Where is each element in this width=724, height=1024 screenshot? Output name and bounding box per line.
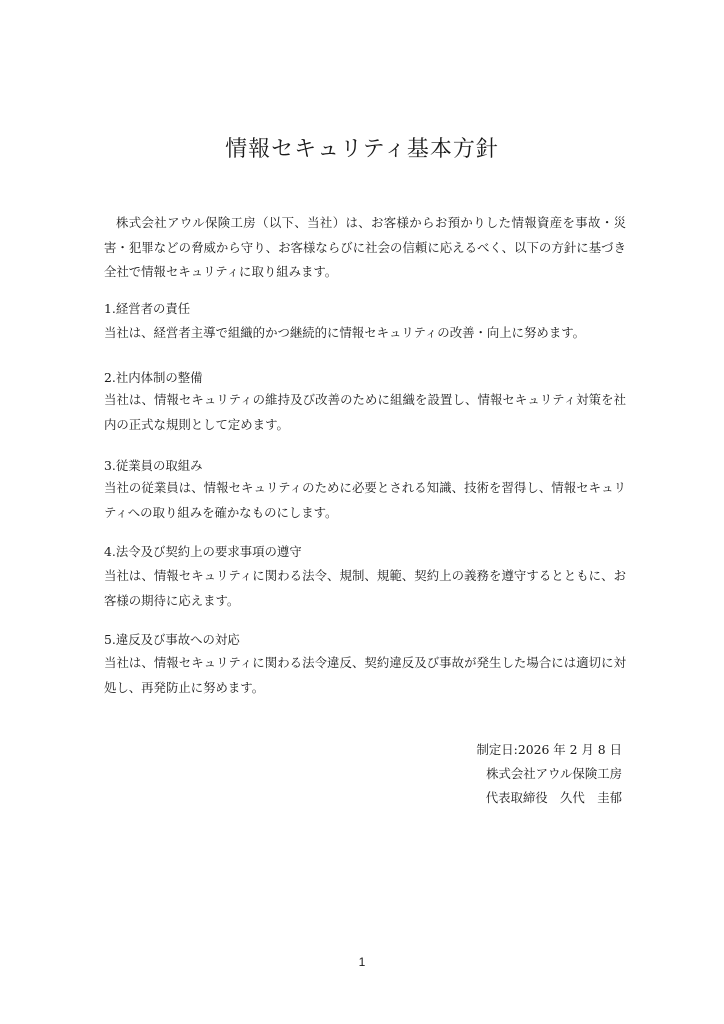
section-4-text: 当社は、情報セキュリティに関わる法令、規制、規範、契約上の義務を遵守するとともに、お客様の期待に応えます。 [104, 568, 626, 608]
section-4-heading: 4.法令及び契約上の要求事項の遵守 [104, 544, 302, 559]
page-title: 情報セキュリティ基本方針 [225, 137, 499, 162]
section-5-text: 当社は、情報セキュリティに関わる法令違反、契約違反及び事故が発生した場合には適切に対処し、再発防止に努めます。 [104, 655, 626, 695]
section-5-heading: 5.違反及び事故への対応 [104, 632, 240, 647]
section-3-heading: 3.従業員の取組み [104, 458, 203, 473]
section-2-text: 当社は、情報セキュリティの維持及び改善のために組織を設置し、情報セキュリティ対策を社内の正式な規則として定めます。 [104, 392, 626, 432]
representative-name: 代表取締役 久代 圭郁 [485, 790, 622, 805]
section-3-text: 当社の従業員は、情報セキュリティのために必要とされる知識、技術を習得し、情報セキュリティへの取り組みを確かなものにします。 [104, 480, 626, 520]
section-1-text: 当社は、経営者主導で組織的かつ継続的に情報セキュリティの改善・向上に努めます。 [104, 325, 586, 340]
company-name: 株式会社アウル保険工房 [486, 766, 622, 781]
section-1-heading: 1.経営者の責任 [104, 301, 191, 316]
page-number: 1 [358, 955, 366, 969]
section-2-heading: 2.社内体制の整備 [104, 370, 203, 385]
enactment-date: 制定日:2026 年 2 月 8 日 [476, 742, 622, 757]
intro-paragraph: 株式会社アウル保険工房（以下、当社）は、お客様からお預かりした情報資産を事故・災害・犯罪などの脅威から守り、お客様ならびに社会の信頼に応えるべく、以下の方針に基づき全社で情報セキュリティに取り組みます。 [104, 215, 626, 279]
